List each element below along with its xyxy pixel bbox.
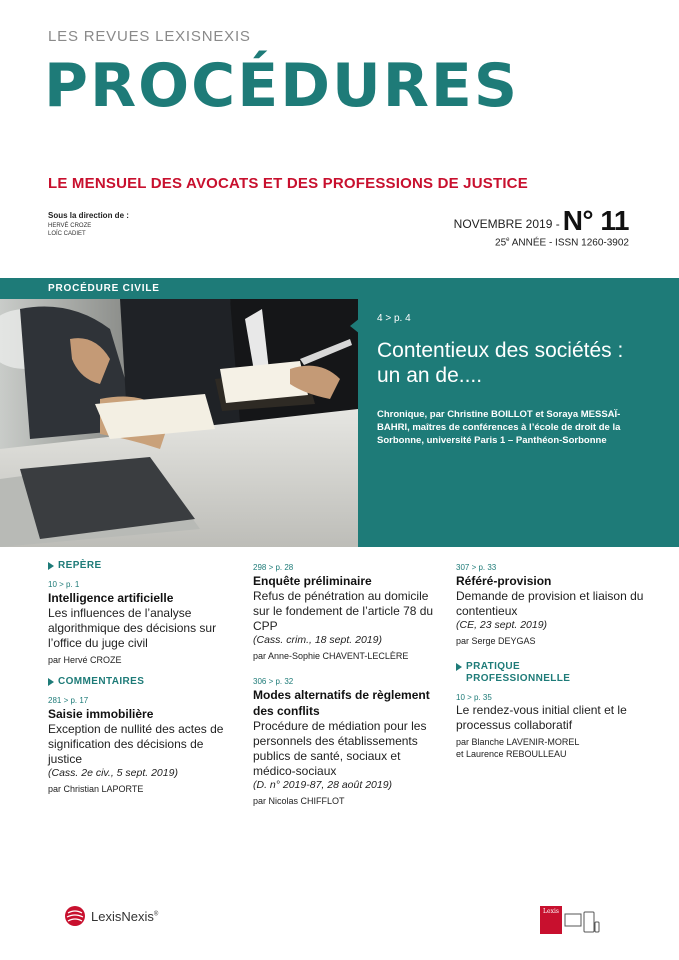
article-author: par Anne-Sophie CHAVENT-LECLÈRE xyxy=(253,651,409,661)
article-title: Saisie immobilière xyxy=(48,707,154,721)
article-citation: (CE, 23 sept. 2019) xyxy=(456,619,548,631)
publisher-name: LES REVUES LEXISNEXIS xyxy=(48,28,251,45)
article-title: Modes alternatifs de règlement des conflits xyxy=(253,688,430,718)
article[interactable] xyxy=(253,676,443,807)
article-title: Référé-provision xyxy=(456,574,552,588)
article-summary: Exception de nullité des actes de signification des décisions de justice xyxy=(48,722,224,766)
article-author: par Serge DEYGAS xyxy=(456,636,536,646)
article[interactable] xyxy=(456,692,646,760)
article-author: par Christian LAPORTE xyxy=(48,784,144,794)
director-name: LOÏC CADIET xyxy=(48,231,86,237)
feature-description: Chronique, par Christine BOILLOT et Soraya MESSAÏ-BAHRI, maîtres de conférences à l’école de droit de la Sorbonne, université Paris 1 – Panthéon-Sorbonne xyxy=(377,409,621,446)
column-1 xyxy=(48,560,238,795)
year-suffix: e xyxy=(506,237,510,243)
issue-info xyxy=(454,207,629,248)
article-ref: 306 > p. 32 xyxy=(253,677,294,686)
feature-ref: 4 > p. 4 xyxy=(377,313,411,324)
logo-text: LexisNexis® xyxy=(91,908,159,924)
feature-pointer xyxy=(350,318,360,334)
tagline: LE MENSUEL DES AVOCATS ET DES PROFESSIONS DE JUSTICE xyxy=(48,175,528,192)
masthead-title: PROCÉDURES xyxy=(44,51,520,121)
article-ref: 281 > p. 17 xyxy=(48,696,89,705)
article-ref: 10 > p. 35 xyxy=(456,693,492,702)
article-summary: Procédure de médiation pour les personnels des établissements publics de santé, sociaux et médico-sociaux xyxy=(253,719,427,778)
devices-icon xyxy=(564,910,600,934)
article-summary: Demande de provision et liaison du contentieux xyxy=(456,589,644,618)
article[interactable] xyxy=(253,562,443,662)
editorial-direction xyxy=(48,211,129,238)
section-header: COMMENTAIRES xyxy=(48,676,238,688)
lexisnexis-globe-icon xyxy=(64,905,86,927)
edition-badge xyxy=(540,906,600,934)
article[interactable] xyxy=(48,579,238,666)
article-author: par Nicolas CHIFFLOT xyxy=(253,796,345,806)
issue-date: NOVEMBRE 2019 - xyxy=(453,217,560,231)
year-issn xyxy=(454,237,629,248)
article-author: par Blanche LAVENIR-MOREL xyxy=(456,737,580,747)
lexis-badge: Lexis xyxy=(540,906,562,934)
article-summary: Le rendez-vous initial client et le processus collaboratif xyxy=(456,703,627,732)
triangle-bullet-icon xyxy=(48,678,54,686)
year-number: 25 xyxy=(495,237,507,249)
article-author: par Hervé CROZE xyxy=(48,655,122,665)
logo-registered-mark: ® xyxy=(153,911,159,918)
feature-photo xyxy=(0,299,358,547)
director-name: HERVÉ CROZE xyxy=(48,223,92,229)
article-author: et Laurence REBOULLEAU xyxy=(456,749,567,759)
article-summary: Refus de pénétration au domicile sur le fondement de l’article 78 du CPP xyxy=(253,589,434,633)
article[interactable] xyxy=(456,562,646,647)
article-ref: 298 > p. 28 xyxy=(253,563,294,572)
article-title: Enquête préliminaire xyxy=(253,574,372,588)
article-summary: Les influences de l’analyse algorithmique des décisions sur l’office du juge civil xyxy=(48,606,217,650)
article-title: Intelligence artificielle xyxy=(48,591,174,605)
section-header: REPÈRE xyxy=(48,560,238,572)
issue-number: N° 11 xyxy=(562,205,629,236)
article-citation: (Cass. crim., 18 sept. 2019) xyxy=(253,634,382,646)
triangle-bullet-icon xyxy=(48,562,54,570)
lexisnexis-logo xyxy=(64,905,158,927)
article[interactable] xyxy=(48,695,238,795)
year-issn-text: ANNÉE - ISSN 1260-3902 xyxy=(509,237,629,249)
feature-rubric: PROCÉDURE CIVILE xyxy=(48,283,160,294)
article-ref: 307 > p. 33 xyxy=(456,563,497,572)
triangle-bullet-icon xyxy=(456,663,462,671)
direction-label: Sous la direction de : xyxy=(48,211,129,220)
section-header: PRATIQUE PROFESSIONNELLE xyxy=(456,661,646,685)
article-ref: 10 > p. 1 xyxy=(48,580,80,589)
column-2 xyxy=(253,562,443,807)
article-citation: (Cass. 2e civ., 5 sept. 2019) xyxy=(48,767,178,779)
article-citation: (D. n° 2019-87, 28 août 2019) xyxy=(253,779,393,791)
column-3 xyxy=(456,562,646,760)
feature-title[interactable]: Contentieux des sociétés : un an de.... xyxy=(377,339,624,387)
